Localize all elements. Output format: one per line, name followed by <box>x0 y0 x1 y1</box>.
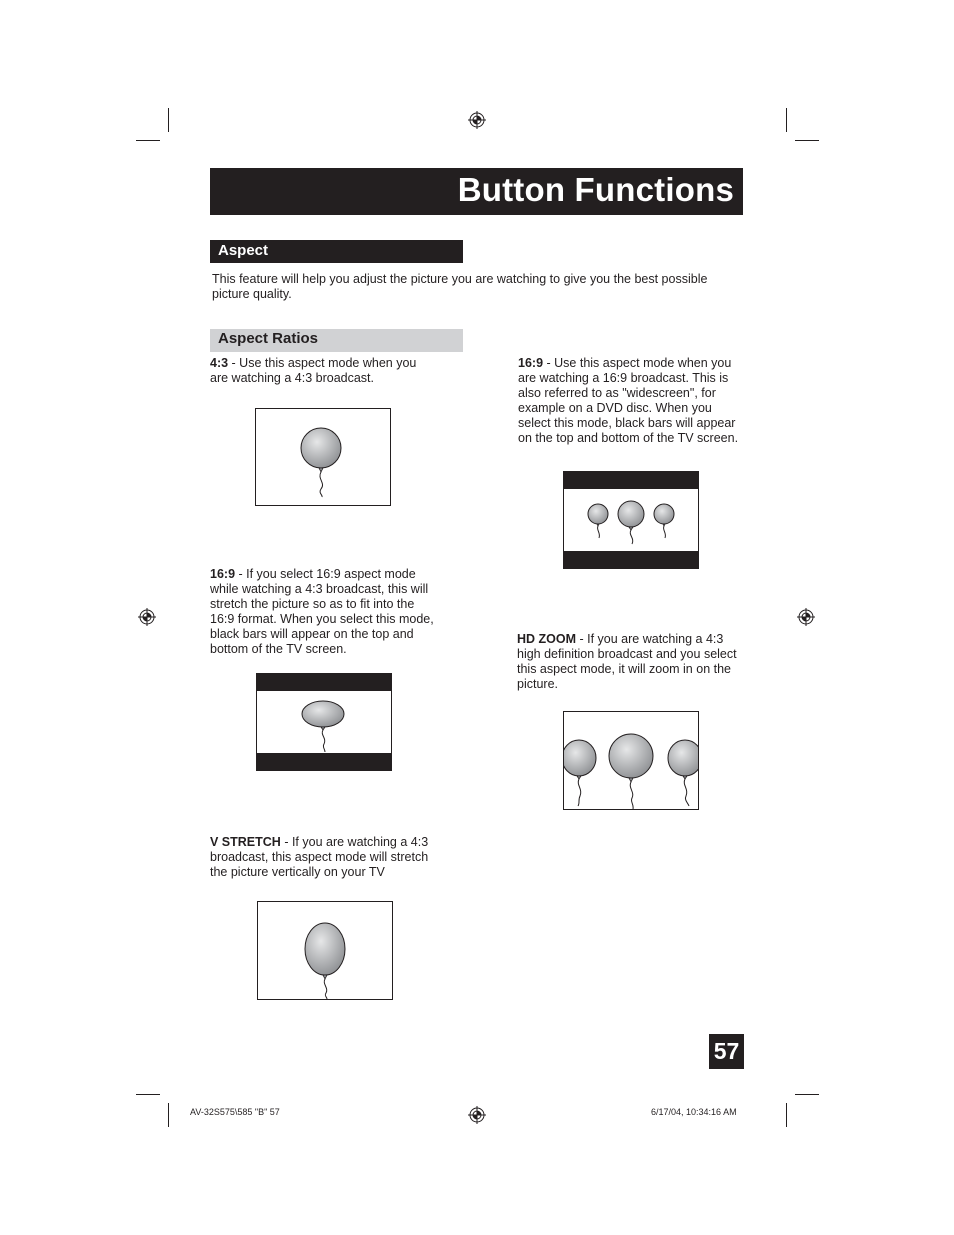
aspect-intro: This feature will help you adjust the picture you are watching to give you the best possible picture quality. <box>212 272 708 301</box>
crop-mark <box>786 108 787 132</box>
crop-mark <box>795 140 819 141</box>
footer-file-info: AV-32S575\585 "B" 57 <box>190 1107 280 1117</box>
balloon-icon <box>654 504 674 538</box>
page-title: Button Functions <box>457 171 734 208</box>
mode-name: 16:9 <box>518 356 544 370</box>
section-heading-aspect-ratios <box>210 329 463 352</box>
balloon-icon <box>564 740 596 806</box>
mode-vstretch-text <box>210 835 438 880</box>
mode-description: - Use this aspect mode when you are watching a 4:3 broadcast. <box>210 356 417 385</box>
mode-name: 16:9 <box>210 567 236 581</box>
mode-description: - Use this aspect mode when you are watching a 16:9 broadcast. This is also referred to as "widescreen", for example on a DVD disc. When you select this mode, black bars will appear on the top and bottom of the TV screen. <box>518 356 739 445</box>
balloon-icon <box>301 428 341 497</box>
crop-mark <box>168 1103 169 1127</box>
letterbox-bar-top <box>257 674 391 691</box>
tv-screen-hdzoom <box>563 711 699 810</box>
crop-mark <box>136 140 160 141</box>
crop-mark <box>136 1094 160 1095</box>
tv-screen-43 <box>255 408 391 506</box>
mode-description: - If you select 16:9 aspect mode while watching a 4:3 broadcast, this will stretch the picture so as to fit into the 16:9 format. When you select this mode, black bars will appear on the top and bottom of the TV screen. <box>210 567 434 656</box>
mode-169-stretch-text <box>210 567 438 657</box>
balloon-icon <box>588 504 608 538</box>
section-heading-label: Aspect Ratios <box>218 330 319 347</box>
footer-timestamp: 6/17/04, 10:34:16 AM <box>651 1107 737 1117</box>
crop-mark <box>786 1103 787 1127</box>
tv-screen-169-wide <box>563 471 699 569</box>
balloon-icon <box>305 923 345 999</box>
mode-hdzoom-text <box>517 632 747 692</box>
mode-description: - If you are watching a 4:3 high definition broadcast and you select this aspect mode, it will zoom in on the picture. <box>517 632 737 691</box>
letterbox-bar-top <box>564 472 698 489</box>
registration-mark-icon <box>468 1106 486 1124</box>
balloon-icon <box>618 501 644 544</box>
page-title-bar <box>210 168 743 215</box>
balloon-icon <box>609 734 653 809</box>
page-number: 57 <box>709 1034 744 1069</box>
tv-screen-169-stretch <box>256 673 392 771</box>
mode-name: V STRETCH <box>210 835 281 849</box>
mode-169-wide-text <box>518 356 746 446</box>
registration-mark-icon <box>797 608 815 626</box>
crop-mark <box>795 1094 819 1095</box>
balloon-icon <box>668 740 698 806</box>
letterbox-bar-bottom <box>257 753 391 770</box>
mode-name: 4:3 <box>210 356 229 370</box>
crop-mark <box>168 108 169 132</box>
mode-43-text <box>210 356 432 386</box>
section-heading-label: Aspect <box>218 242 269 259</box>
tv-screen-vstretch <box>257 901 393 1000</box>
balloon-icon <box>302 701 344 752</box>
section-heading-aspect <box>210 240 463 263</box>
mode-description: - If you are watching a 4:3 broadcast, this aspect mode will stretch the picture vertically on your TV <box>210 835 429 879</box>
mode-name: HD ZOOM <box>517 632 577 646</box>
registration-mark-icon <box>468 111 486 129</box>
registration-mark-icon <box>138 608 156 626</box>
letterbox-bar-bottom <box>564 551 698 568</box>
